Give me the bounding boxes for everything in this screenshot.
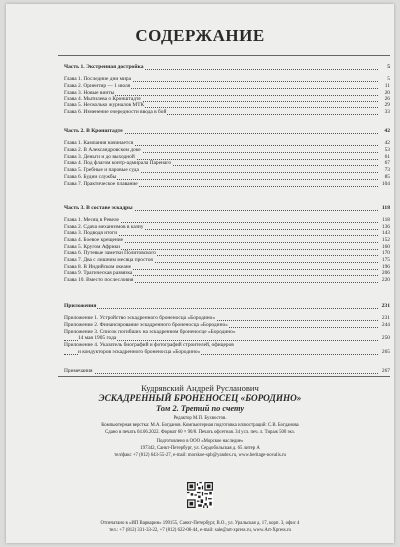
toc-entry-title: Глава 7. Практическое плавание [64,181,138,187]
toc-page-number: 67 [384,160,390,166]
toc-entry-title: Глава 4. Боевое крещение [64,237,124,243]
toc-entry-title: Глава 6. Изменение очередности ввода в бой [64,109,167,115]
toc-page-number: 206 [381,270,390,276]
imprint-credits: Компьютерная верстка: М.А. Богданов. Компьютерная подготовка иллюстраций: С.В. Богданова [101,423,299,428]
printer-contacts: тел.: +7 (812) 331-33-22, +7 (812) 622-06-44, e-mail: sale@art-xpress.ru, www.Art-Xpress.ru [109,528,291,533]
toc-entry-title: 14 мая 1905 года [78,335,117,341]
page-title: СОДЕРЖАНИЕ [135,26,265,45]
toc-section-heading [64,303,390,310]
toc-page-number: 170 [381,250,390,256]
imprint-address: 197342, Санкт-Петербург, ул. Сердобольская д. 65 литер А [140,446,260,451]
toc-entry [64,174,390,181]
toc-entry [64,181,390,188]
toc-entry-title: Часть 3. В составе эскадры [64,205,133,211]
toc-page-number: 33 [384,109,390,115]
divider [58,376,390,377]
toc-entry-title: Примечания [64,368,93,374]
toc-page-number: 220 [381,277,390,283]
toc-entry-title: Глава 4. Мытилева о Кронштадте [64,96,141,102]
toc-entry [64,167,390,174]
toc-page-number: 26 [384,96,390,102]
toc-entry-title: Глава 3. Деньги и до выходной [64,154,135,160]
toc-entry [64,217,390,224]
toc-page-number: 118 [381,205,390,211]
toc-section-heading [64,205,390,212]
toc-entry [64,147,390,154]
divider [58,55,390,56]
toc-entry-title: Глава 6. Будни службы [64,174,117,180]
toc-page-number: 152 [381,237,390,243]
toc-entry-title: Приложение 4. Указатель биографий и фотографий строителей, офицеров [64,342,234,348]
toc-entry [64,102,390,109]
toc-entry-title: Часть 2. В Кронштадте [64,128,123,134]
toc-page-number: 267 [381,368,390,374]
toc-entry-title: Глава 3. Новые винты [64,90,115,96]
qr-code-icon [187,482,213,508]
volume-title: Том 2. Третий по счету [155,404,245,413]
toc-page-number: 42 [384,128,390,134]
toc-entry-title: Глава 5. Гребные и паровые суда [64,167,139,173]
toc-page-number: 85 [384,174,390,180]
toc-entry [64,140,390,147]
toc-page-number: 5 [387,76,390,82]
toc-entry [64,335,390,342]
toc-page-number: 231 [381,303,390,309]
toc-entry [64,277,390,284]
toc-page-number: 20 [384,90,390,96]
toc-page-number: 175 [381,257,390,263]
toc-page-number: 136 [381,224,390,230]
toc-entry-title: Глава 2. Сдача механизмов в казну [64,224,144,230]
toc-section-heading [64,64,390,71]
document-page [6,4,394,543]
toc-entry [64,237,390,244]
toc-entry-title: Глава 2. Ориентир — 1 июля [64,83,131,89]
toc-entry [64,270,390,277]
toc-page-number: 143 [381,230,390,236]
toc-page-number: 29 [384,102,390,108]
toc-entry [64,368,390,375]
toc-entry-title: Глава 6. Путевые заметки Политовского [64,250,156,256]
imprint-editor: Редактор М.П. Бухвостов. [173,416,227,421]
imprint-publisher: Подготовлено в ООО «Морское наследие» [156,439,244,444]
toc-entry [64,349,390,356]
dot-leader [64,373,378,374]
toc-page-number: 104 [381,181,390,187]
book-title: ЭСКАДРЕННЫЙ БРОНЕНОСЕЦ «БОРОДИНО» [98,393,302,403]
toc-page-number: 73 [384,167,390,173]
toc-entry-title: Глава 1. Кампания начинается [64,140,134,146]
author-name: Кудрявский Андрей Русланович [141,383,259,393]
toc-page-number: 265 [381,349,390,355]
toc-entry [64,257,390,264]
toc-page-number: 231 [381,315,390,321]
toc-entry [64,109,390,116]
toc-entry-title: Глава 5. Несколько журналов МТК [64,102,145,108]
toc-entry [64,230,390,237]
toc-entry-title: Часть 1. Экстренная достройка [64,64,144,70]
toc-entry [64,160,390,167]
toc-entry-title: Приложение 1. Устройство эскадренного броненосца «Бородино» [64,315,216,321]
toc-section-heading [64,128,390,135]
toc-entry [64,342,390,349]
toc-page-number: 118 [382,217,390,223]
toc-entry-title: Глава 5. Кругом Африки [64,244,121,250]
toc-entry [64,322,390,329]
toc-entry [64,315,390,322]
toc-entry-title: Глава 3. Подводя итоги [64,230,118,236]
toc-entry-title: Глава 1. Последние дни мира [64,76,132,82]
toc-page-number: 250 [381,335,390,341]
toc-page-number: 42 [384,140,390,146]
toc-entry-title: Глава 2. В Александровском доке [64,147,141,153]
toc-entry-title: Глава 7. Два с лишним месяца простоя [64,257,153,263]
toc-entry-title: Приложение 2. Финансирование эскадренного броненосца «Бородино» [64,322,228,328]
toc-entry-title: Глава 4. Под флагом контр-адмирала Паренаго [64,160,172,166]
toc-page-number: 11 [384,83,390,89]
toc-entry-title: Приложения [64,303,97,309]
printer-address: Отпечатано в «ИП Варварин» 199155, Санкт-Петербург, В.О., ул. Уральская д. 17, корп. 3, офис 4 [100,521,300,526]
toc-entry [64,83,390,90]
imprint-print-info: Сдано в печать 04.06.2022. Формат 60 × 90/8. Печать офсетная. 34 усл. печ. л. Тираж 500 экз. [105,430,295,435]
toc-entry-title: Глава 8. В Индийском океане [64,264,132,270]
toc-page-number: 160 [381,244,390,250]
toc-entry-title: и кондукторов эскадренного броненосца «Бородино» [78,349,201,355]
toc-entry-title: Глава 10. Вместо послесловия [64,277,134,283]
toc-page-number: 196 [381,264,390,270]
toc-entry-title: Глава 9. Трагическая развязка [64,270,133,276]
dot-leader [64,308,378,309]
toc-entry-title: Приложение 3. Список погибших на эскадренном броненосце «Бородино» [64,329,236,335]
imprint-contacts: тел/факс +7 (812) 643-55-27, e-mail: morskoe-spb@yandex.ru, www.heritage-novalis.ru [114,453,286,458]
toc-entry-title: Глава 1. Месяц в Ревеле [64,217,119,223]
toc-entry [64,250,390,257]
toc-page-number: 61 [384,154,390,160]
toc-page-number: 53 [384,147,390,153]
toc-entry [64,76,390,83]
toc-page-number: 244 [381,322,390,328]
toc-page-number: 5 [387,64,390,70]
